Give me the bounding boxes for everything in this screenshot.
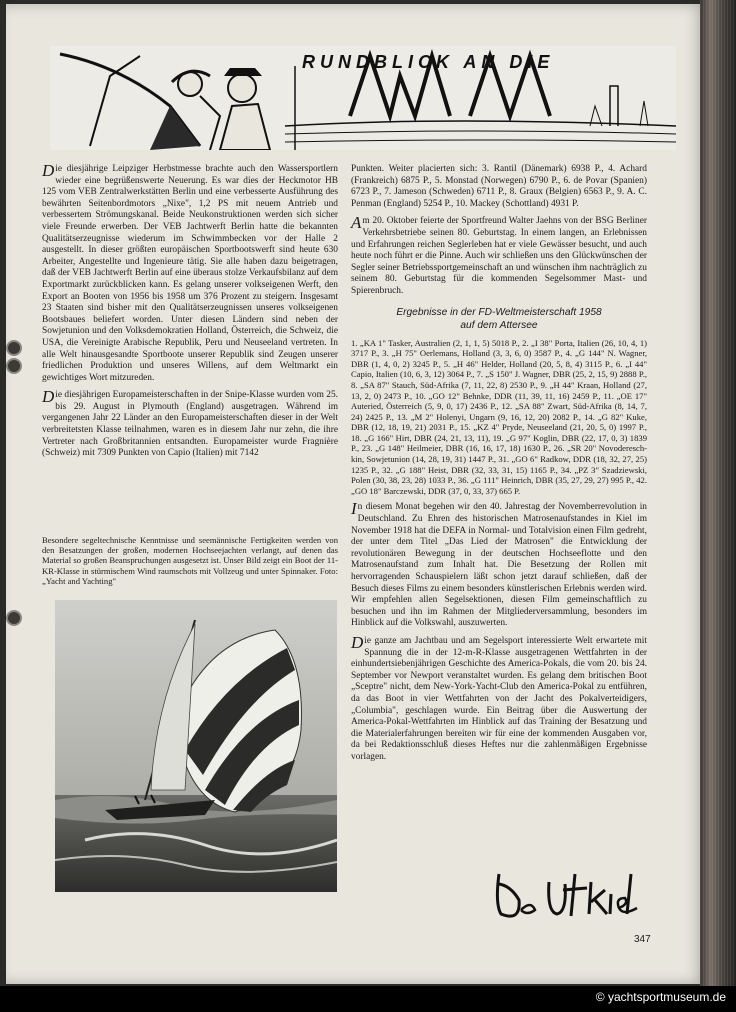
drop-cap: I <box>351 499 357 519</box>
paragraph-text: n diesem Monat begehen wir den 40. Jahrestag der Novemberrevolution in Deutschland. Zu Ehren des historischen Matrosenaufstandes in Kiel im November 1918 hat die DEFA in Normal- und Totalvision einen Film gedreht, der unter dem Titel „Das Lied der Matrosen" die Entwicklung der revolutionären Bewegung in der deutschen Hochseeflotte und den Matrosenaufstand zum Inhalt hat. Die Besetzung der Rollen mit hervorragenden Schauspielern läßt schon jetzt darauf schließen, daß der Besuch dieses Films zu einem besonders künstlerischen Erlebnis werden wird. Wir empfehlen allen Segelsektionen, diesen Film gemeinschaftlich zu besuchen und ihn im Rahmen der Mitgliederversammlung, besonders im Hinblick auf die Volkswahl, auszuwerten. <box>351 502 647 629</box>
binder-hole-icon <box>6 340 22 356</box>
drop-cap: D <box>351 632 364 652</box>
watermark-bar <box>0 986 736 1012</box>
author-signature <box>491 864 641 924</box>
results-heading <box>351 306 647 332</box>
drop-cap: D <box>42 387 55 407</box>
article-paragraph <box>42 387 338 460</box>
paragraph-text: ie diesjährige Leipziger Herbstmesse brachte auch den Wassersportlern wieder eine begrüßenswerte Neuerung. Es war dies der Heckmotor HB 125 vom VEB Zentralwerkstätten Berlin und eine verbesserte Ausführung des bewährten Seitenbordmotors „Nixe", 1,2 PS mit neuem Antrieb und verbessertem Strömungskanal. Beide Neukonstruktionen werden sich sicher viele Freunde erwerben. Der VEB Jachtwerft Berlin hatte die bekannten Qualitätserzeugnisse wiederum im Schwimmbecken vor der Halle 2 ausgestellt. In dieser größten europäischen Sportbootswerft sind heute 630 Arbeiter, Angestellte und Ingenieure tätig. Sie alle haben dazu beigetragen, daß der VEB Jachtwerft Berlin auf eine überaus stolze Verkaufsbilanz auf dem Exportmarkt zurückblicken kann. Es gelang unserer volkseigenen Werft, den Export an Booten von 1956 bis 1958 um 376 Prozent zu steigern. Insgesamt 23 Staaten sind bisher mit den Qualitätserzeugnissen unseres volkseigenen Bootsbaues beliefert worden. Unter diesen Ländern sind neben der Sowjetunion und den Volksdemokratien Holland, Österreich, die Schweiz, die USA, die Vereinigte Arabische Republik, Peru und Neuseeland vertreten. In alle Welt hinausgesandte Sportboote unserer Republik sind Zeugen unserer friedlichen Produktion und unseres Willens, auf dem Weltmarkt ein gewichtiges Wort mitzureden. <box>42 164 338 383</box>
article-paragraph <box>351 499 647 630</box>
section-title: RUNDBLICK AN DIE <box>302 52 555 72</box>
article-paragraph: Punkten. Weiter placierten sich: 3. Rantil (Dänemark) 6938 P., 4. Achard (Frankreich) 6875 P., 5. Monstad (Norwegen) 6790 P., 6. de Povar (Spanien) 6723 P., 7. Jameson (Schweden) 6711 P., 8. Graux (Belgien) 6563 P., 9. A. C. Penman (England) 5254 P., 10. Mackey (Schottland) 4931 P. <box>351 164 647 209</box>
drop-cap: D <box>42 161 55 180</box>
page-number: 347 <box>634 934 651 945</box>
article-paragraph <box>42 161 338 384</box>
article-paragraph <box>351 213 647 297</box>
drop-cap: A <box>351 213 362 233</box>
book-spine <box>700 0 736 990</box>
photo-caption: Besondere segeltechnische Kenntnisse und seemännische Fertigkeiten werden von den Besatzungen der großen, modernen Hochseejachten verlangt, auf denen das Material so großen Beanspruchungen ausgesetzt ist. Unser Bild zeigt ein Boot der 11-KR-Klasse in stürmischem Wind raumschots mit Vollzeug und unter Spinnaker. Foto: „Yacht and Yachting" <box>42 535 338 586</box>
watermark-text: © yachtsportmuseum.de <box>595 990 726 1004</box>
results-list: 1. „KA 1" Tasker, Australien (2, 1, 1, 5) 5018 P., 2. „I 38" Porta, Italien (26, 10, 4, 1) 3717 P., 3. „H 75" Oerlemans, Holland (3, 3, 6, 0) 3587 P., 4. „G 144" N. Wagner, DBR (1, 4, 0, 2) 3245 P., 5. „H 46" Helder, Holland (20, 5, 8, 4) 3115 P., 6. „I 44" Capio, Italien (10, 6, 3, 12) 3064 P., 7. „S 150" J. Wagner, DBR (25, 2, 15, 9) 2888 P., 8. „SA 87" Stauch, Süd-Afrika (7, 11, 22, 8) 2530 P., 9. „H 44" Kraan, Holland (27, 13, 2, 0) 2473 P., 10. „GO 12" Behnke, DDR (11, 39, 11, 16) 2459 P., 11. „OE 17" Auteried, Österreich (5, 9, 0, 17) 2436 P., 12. „SA 88" Zwart, Süd-Afrika (8, 14, 7, 24) 2425 P., 13. „M 2" Holenyi, Ungarn (9, 16, 12, 20) 2082 P., 14. „G 82" Kuke, DBR (12, 18, 19, 21) 2031 P., 15. „KZ 4" Pryde, Neuseeland (21, 20, 5, 0) 1997 P., 18. „G 166" Hirt, DBR (24, 21, 13, 11), 19. „G 97" Koglin, DBR (22, 17, 0, 3) 1839 P., 23. „G 148" Heilmeier, DBR (16, 16, 17, 18) 1630 P., 26. „SR 20" Novodereschkin, Sowjetunion (14, 28, 19, 31) 1447 P., 31. „GO 6" Radkow, DDR (18, 32, 27, 25) 1235 P., 32. „G 188" Heist, DBR (32, 33, 31, 15) 1165 P., 34. „PZ 3" Szadziewski, Polen (30, 38, 23, 28) 1033 P., 36. „G 111" Heinrich, DBR (35, 27, 29, 27) 995 P., 42. „GO 18" Barczewski, DDR (37, 0, 33, 37) 665 P. <box>351 337 647 496</box>
magazine-page <box>6 4 706 984</box>
paragraph-text: ie diesjährigen Europameisterschaften in der Snipe-Klasse wurden vom 25. bis 29. August in Plymouth (England) ausgetragen. Während im vergangenen Jahr 22 Länder an den Europameisterschaften dieser in der Welt verbreitetsten Klasse teilnahmen, waren es in diesem Jahr nur zehn, die ihre Vertreter nach Großbritannien entsandten. Europameister wurde Fragnière (Schweiz) mit 7309 Punkten von Capio (Italien) mit 7142 <box>42 390 338 459</box>
results-heading-line: auf dem Attersee <box>460 319 538 331</box>
paragraph-text: m 20. Oktober feierte der Sportfreund Walter Jaehns von der BSG Berliner Verkehrsbetriebe seinen 80. Geburtstag. In einem langen, an Erlebnissen und Erfahrungen reichen Seglerleben hat er viele Gewässer besucht, und auch heute noch führt er die Pinne. Auch wir schließen uns den Glückwünschen der Segler seiner Betriebssportgemeinschaft an und wünschen ihm nachträglich zu seinem 80. Geburtstag für die kommenden Segelsommer Mast- und Spierenbruch. <box>351 216 647 296</box>
paragraph-text: ie ganze am Jachtbau und am Segelsport interessierte Welt erwartete mit Spannung die in der 12-m-R-Klasse ausgetragenen Wettfahrten in der einhundertsiebenjährigen Geschichte des America-Pokals, die vom 20. bis 24. September vor Newport veranstaltet wurden. Es gelang dem britischen Boot „Sceptre" nicht, dem New-York-Yacht-Club den America-Pokal zu entführen, da das Boot in vier Wettfahrten von der Jacht des Pokalverteidigers, „Columbia", geschlagen wurde. Ein Beitrag über die Auswertung der America-Pokal-Wettfahrten im Hinblick auf das Training der Besatzung und die Materialerfahrungen bereiten wir für eine der kommenden Ausgaben vor, da bei Redaktionsschluß dieses Heftes nur die zahlenmäßigen Ergebnisse vorlagen. <box>351 635 647 762</box>
results-heading-line: Ergebnisse in der FD-Weltmeisterschaft 1958 <box>396 306 602 318</box>
binder-hole-icon <box>6 610 22 626</box>
right-column <box>351 164 647 770</box>
article-paragraph <box>351 632 647 764</box>
left-column <box>42 161 338 466</box>
sailing-yacht-photo <box>55 600 337 892</box>
binder-hole-icon <box>6 358 22 374</box>
